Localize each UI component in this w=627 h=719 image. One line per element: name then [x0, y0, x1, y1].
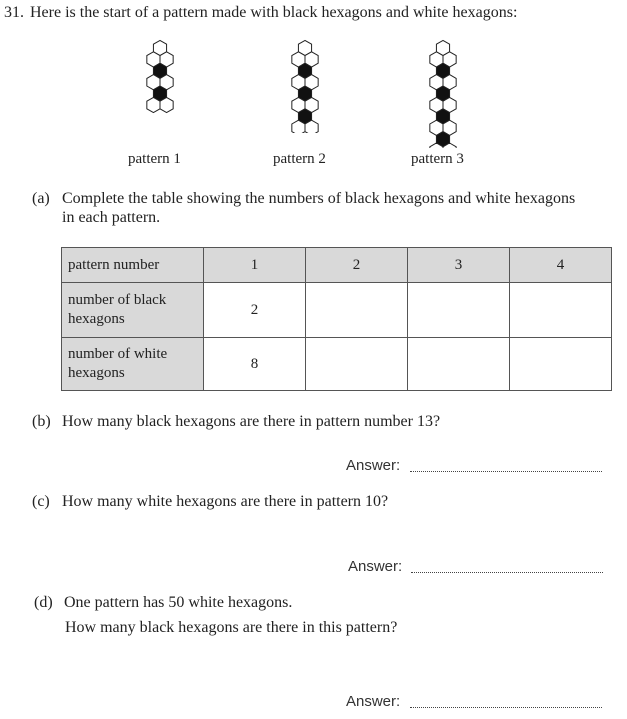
- table-row-black: [62, 283, 612, 338]
- pattern-number-cell: 3: [408, 248, 510, 283]
- pattern-2-label: pattern 2: [273, 151, 326, 167]
- white-count-cell: 8: [204, 338, 306, 391]
- part-a: [32, 190, 575, 208]
- part-d-line2: How many black hexagons are there in this pattern?: [65, 619, 398, 636]
- row-header-black-line2: hexagons: [68, 311, 125, 327]
- pattern-number-cell: 1: [204, 248, 306, 283]
- part-d-letter: (d): [34, 594, 53, 611]
- answer-c-line[interactable]: [411, 572, 603, 573]
- part-d: [34, 594, 292, 612]
- question-text: Here is the start of a pattern made with black hexagons and white hexagons:: [30, 4, 518, 21]
- pattern-1-label: pattern 1: [128, 151, 181, 167]
- pattern-3-figure: [408, 38, 478, 148]
- white-hexagon: [160, 97, 173, 112]
- part-a-letter: (a): [32, 190, 50, 207]
- pattern-number-cell: 4: [510, 248, 612, 283]
- answer-d-label: Answer:: [346, 693, 401, 710]
- table-row-pattern-number: [62, 248, 612, 283]
- question-heading: [4, 4, 517, 22]
- black-count-input-cell[interactable]: [510, 283, 612, 338]
- row-header-white: [62, 338, 204, 391]
- row-header-black: [62, 283, 204, 338]
- pattern-table: [61, 247, 612, 391]
- table-row-white: [62, 338, 612, 391]
- answer-b-line[interactable]: [410, 471, 602, 472]
- part-c-letter: (c): [32, 493, 50, 510]
- answer-d-line[interactable]: [410, 707, 602, 708]
- row-header-black-line1: number of black: [68, 292, 167, 308]
- white-hexagon: [147, 97, 160, 112]
- pattern-1-figure: [125, 38, 195, 118]
- row-header-pattern-number: pattern number: [62, 248, 204, 283]
- black-count-input-cell[interactable]: [408, 283, 510, 338]
- part-b: [32, 413, 440, 431]
- part-a-line2: in each pattern.: [62, 209, 161, 226]
- white-count-input-cell[interactable]: [510, 338, 612, 391]
- white-count-input-cell[interactable]: [408, 338, 510, 391]
- pattern-number-cell: 2: [306, 248, 408, 283]
- question-number: 31.: [4, 4, 24, 21]
- black-count-input-cell[interactable]: [306, 283, 408, 338]
- white-count-input-cell[interactable]: [306, 338, 408, 391]
- pattern-2-figure: [270, 38, 340, 133]
- pattern-3-label: pattern 3: [411, 151, 464, 167]
- row-header-white-line1: number of white: [68, 346, 168, 362]
- part-b-text: How many black hexagons are there in pattern number 13?: [62, 413, 441, 430]
- row-header-white-line2: hexagons: [68, 365, 125, 381]
- black-count-cell: 2: [204, 283, 306, 338]
- answer-c-label: Answer:: [348, 558, 403, 575]
- part-d-line1: One pattern has 50 white hexagons.: [64, 594, 293, 611]
- part-c-text: How many white hexagons are there in pattern 10?: [62, 493, 389, 510]
- part-b-letter: (b): [32, 413, 51, 430]
- answer-b-label: Answer:: [346, 457, 401, 474]
- part-c: [32, 493, 388, 511]
- part-a-line1: Complete the table showing the numbers of black hexagons and white hexagons: [62, 190, 576, 207]
